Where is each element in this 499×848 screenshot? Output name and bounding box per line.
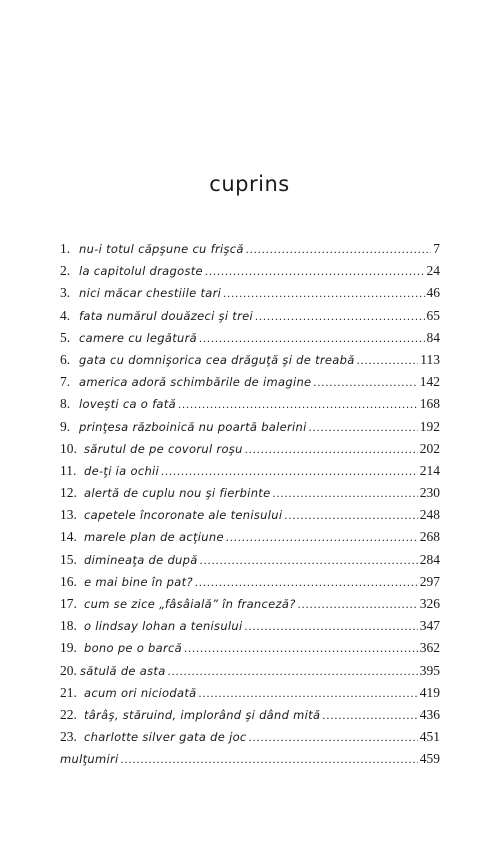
dot-leader — [255, 305, 424, 327]
toc-entry-title: america adoră schimbările de imagine — [79, 375, 312, 390]
toc-entry-title: mulţumiri — [60, 752, 119, 767]
toc-entry-title: alertă de cuplu nou şi fierbinte — [84, 486, 271, 501]
toc-entry-page: 192 — [419, 418, 440, 434]
toc-entry-number: 23. — [60, 729, 77, 745]
toc-entry — [60, 260, 440, 282]
toc-entry-page: 284 — [419, 551, 440, 567]
toc-entry-number: 16. — [60, 573, 77, 589]
toc-entry-page: 84 — [426, 329, 440, 345]
toc-entry-title: târâş, stăruind, implorând şi dând mită — [84, 707, 321, 722]
dot-leader — [322, 704, 417, 726]
toc-entry-number: 12. — [60, 485, 77, 501]
toc-entry-title: fata numărul douăzeci şi trei — [79, 308, 254, 323]
toc-entry-title: e mai bine în pat? — [84, 574, 193, 589]
toc-entry-title: bono pe o barcă — [84, 641, 182, 656]
toc-entry-title: cum se zice „fâsâială” în franceză? — [84, 597, 296, 611]
dot-leader — [198, 682, 417, 704]
toc-entry-title: capetele încoronate ale tenisului — [84, 508, 283, 523]
toc-entry — [60, 349, 440, 371]
dot-leader — [168, 660, 418, 682]
toc-entry — [60, 416, 440, 438]
toc-entry — [60, 371, 440, 393]
toc-entry-acknowledgements — [60, 748, 440, 770]
toc-entry-page: 7 — [433, 241, 440, 256]
dot-leader — [161, 460, 418, 482]
toc-entry — [60, 504, 440, 526]
toc-entry — [60, 637, 440, 659]
toc-entry-number: 10. — [60, 440, 77, 456]
dot-leader — [249, 726, 418, 748]
toc-entry — [60, 549, 440, 571]
toc-entry-title: nici măcar chestiile tari — [79, 286, 222, 301]
toc-entry-number: 9. — [60, 418, 71, 434]
toc-entry-number: 20. — [60, 662, 77, 678]
toc-entry-title: loveşti ca o fată — [79, 397, 176, 412]
toc-entry-title: sătulă de asta — [80, 663, 166, 678]
dot-leader — [226, 526, 418, 548]
toc-entry-title: charlotte silver gata de joc — [84, 730, 247, 745]
dot-leader — [272, 482, 417, 504]
toc-entry — [60, 704, 440, 726]
toc-entry-page: 230 — [419, 485, 440, 501]
toc-entry-title: o lindsay lohan a tenisului — [84, 619, 243, 634]
toc-entry — [60, 282, 440, 304]
dot-leader — [245, 438, 418, 460]
toc-entry-title: prinţesa războinică nu poartă balerini — [79, 419, 307, 434]
toc-entry — [60, 593, 440, 615]
toc-entry — [60, 571, 440, 593]
dot-leader — [357, 349, 419, 371]
toc-entry — [60, 726, 440, 748]
toc-entry-page: 297 — [419, 573, 440, 589]
dot-leader — [195, 571, 418, 593]
toc-entry — [60, 526, 440, 548]
dot-leader — [313, 371, 417, 393]
toc-entry-title: marele plan de acţiune — [84, 530, 224, 545]
toc-entry-page: 168 — [419, 396, 440, 412]
toc-entry-number: 19. — [60, 640, 77, 656]
toc-entry-number: 6. — [60, 351, 71, 367]
toc-entry-number: 5. — [60, 329, 71, 345]
toc-entry-page: 113 — [420, 351, 440, 367]
toc-entry-page: 459 — [419, 751, 440, 767]
toc-entry-title: nu-i totul căpşune cu frişcă — [79, 242, 244, 256]
toc-entry — [60, 682, 440, 704]
toc-entry-number: 15. — [60, 551, 77, 567]
toc-entry-number: 22. — [60, 706, 77, 722]
toc-entry-number: 3. — [60, 285, 71, 301]
toc-entry-page: 24 — [426, 263, 440, 279]
toc-entry-title: acum ori niciodată — [84, 685, 197, 700]
toc-entry — [60, 460, 440, 482]
toc-entry-number: 2. — [60, 263, 71, 279]
toc-entry-title: la capitolul dragoste — [79, 264, 203, 279]
toc-entry-title: camere cu legătură — [79, 330, 197, 345]
toc-entry — [60, 238, 440, 260]
toc-entry-page: 419 — [419, 684, 440, 700]
toc-entry-page: 65 — [426, 307, 440, 323]
toc-entry-number: 17. — [60, 596, 77, 611]
toc-entry — [60, 393, 440, 415]
toc-entry-number: 7. — [60, 374, 71, 390]
dot-leader — [121, 748, 418, 770]
toc-entry-number: 21. — [60, 684, 77, 700]
toc-entry — [60, 327, 440, 349]
dot-leader — [223, 282, 424, 304]
toc-entry-number: 14. — [60, 529, 77, 545]
toc-entry-page: 202 — [419, 440, 440, 456]
toc-entry-title: de-ţi ia ochii — [84, 463, 160, 478]
toc-entry — [60, 482, 440, 504]
toc-entry-page: 347 — [419, 618, 440, 634]
dot-leader — [184, 637, 418, 659]
dot-leader — [205, 260, 425, 282]
dot-leader — [245, 615, 418, 637]
toc-entry — [60, 305, 440, 327]
toc-entry-number: 13. — [60, 507, 77, 523]
toc-entry-page: 214 — [419, 462, 440, 478]
toc-entry-page: 451 — [419, 729, 440, 745]
toc-entry-title: dimineaţa de după — [84, 552, 198, 567]
toc-entry-page: 142 — [419, 374, 440, 390]
dot-leader — [284, 504, 417, 526]
toc-entry — [60, 615, 440, 637]
toc-entry — [60, 438, 440, 460]
toc-entry-number: 8. — [60, 396, 71, 412]
toc-entry-page: 395 — [419, 662, 440, 678]
dot-leader — [200, 549, 418, 571]
toc-entry-number: 11. — [60, 462, 77, 478]
dot-leader — [246, 238, 432, 260]
toc-entry-number: 1. — [60, 241, 71, 256]
toc-entry — [60, 660, 440, 682]
dot-leader — [298, 593, 418, 615]
dot-leader — [199, 327, 425, 349]
toc-entry-page: 268 — [419, 529, 440, 545]
toc-entry-page: 326 — [419, 596, 440, 611]
toc-entry-page: 436 — [419, 706, 440, 722]
toc-entry-number: 4. — [60, 307, 71, 323]
dot-leader — [309, 416, 418, 438]
dot-leader — [178, 393, 418, 415]
toc-entry-page: 248 — [419, 507, 440, 523]
toc-entry-title: gata cu domnişorica cea drăguţă şi de treabă — [79, 352, 355, 367]
toc-entry-page: 46 — [426, 285, 440, 301]
page-title: cuprins — [209, 172, 290, 196]
table-of-contents — [60, 238, 440, 771]
toc-entry-number: 18. — [60, 618, 77, 634]
toc-entry-page: 362 — [419, 640, 440, 656]
toc-entry-title: sărutul de pe covorul roşu — [84, 441, 243, 456]
